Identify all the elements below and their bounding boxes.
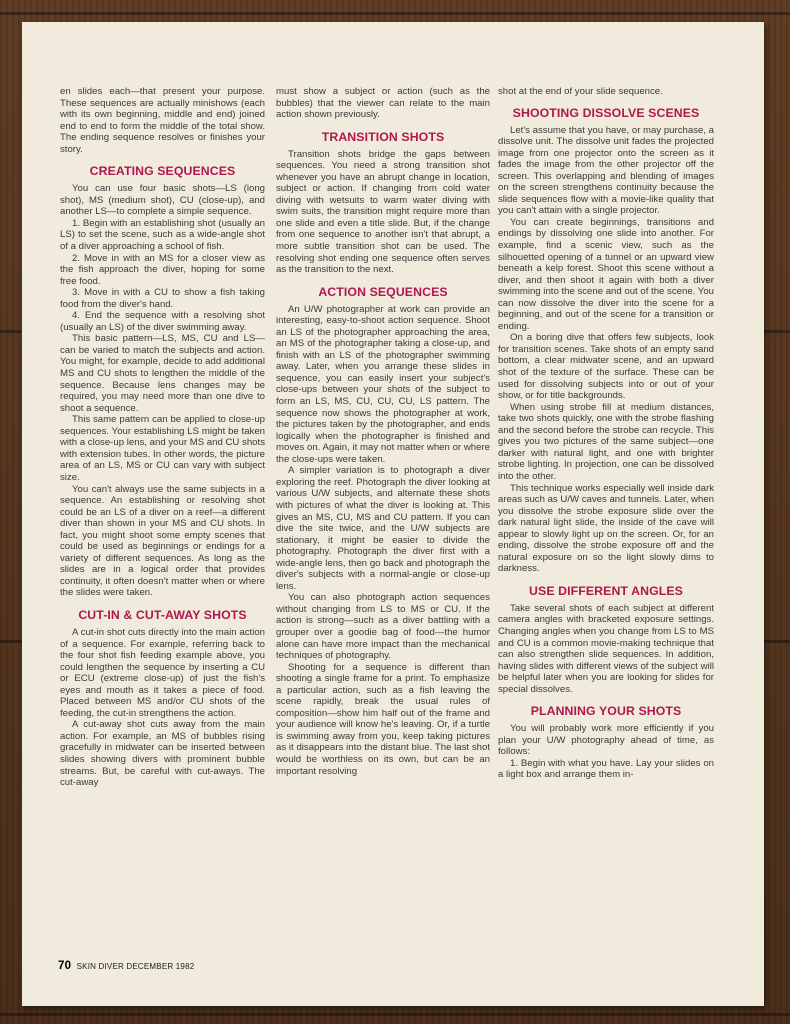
paragraph: Take several shots of each subject at different camera angles with bracketed exposure settings. Changing angles when you change from LS to MS and CU is a common movie-making technique that can also strengthen slide sequences. In addition, having slides with different views of the subject will be helpful later when you are looking for slides for special dissolves. (498, 602, 714, 695)
paragraph: You will probably work more efficiently if you plan your U/W photography ahead of time, as follows: (498, 723, 714, 758)
paragraph: You can also photograph action sequences without changing from LS to MS or CU. If the action is strong—such as a diver battling with a grouper over a goodie bag of food—the humor alone can have more impact than the mechanical techniques of photography. (276, 592, 490, 662)
column-2 (276, 86, 490, 777)
section-heading-cut-in-cut-away: CUT-IN & CUT-AWAY SHOTS (78, 607, 247, 622)
paragraph: 1. Begin with what you have. Lay your slides on a light box and arrange them in- (498, 757, 714, 781)
table-slat (0, 12, 790, 15)
paragraph: must show a subject or action (such as the bubbles) that the viewer can relate to the main action shown previously. (276, 86, 490, 121)
paragraph: Transition shots bridge the gaps between sequences. You need a strong transition shot whenever you have an abrupt change in location, subject or action. If changing from cold water diving with wetsuits to warm water diving with swim suits, the transition might require more than one slide and even a title slide. But, if the change from one sequence to another isn't that abrupt, a more subtle transition shot can be used. The resolving shot ending one sequence often serves as the transition to the next. (276, 148, 490, 276)
page-footer (58, 960, 194, 972)
paragraph: Let's assume that you have, or may purchase, a dissolve unit. The dissolve unit fades the projected image from one projector onto the screen as it fades the image from the other projector off the screen. This overlapping and blending of images on the screen strengthens continuity because the slide sequences flow with a movie-like quality that you can't attain with a single projector. (498, 124, 714, 217)
paragraph: This technique works especially well inside dark areas such as U/W caves and tunnels. Later, when you dissolve the strobe exposure slide over the dark natural light slide, the inside of the cave will appear to slowly light up on the screen. Or, for an ending, dissolve the strobe exposure off and the natural exposure on so the light slowly dims to darkness. (498, 482, 714, 575)
paragraph: 1. Begin with an establishing shot (usually an LS) to set the scene, such as a wide-angle shot of a diver approaching a school of fish. (60, 217, 265, 253)
section-heading-shooting-dissolve-scenes: SHOOTING DISSOLVE SCENES (512, 105, 700, 120)
page-number: 70 (58, 960, 72, 972)
paragraph: 3. Move in with a CU to show a fish taking food from the diver's hand. (60, 287, 265, 310)
paragraph: You can create beginnings, transitions and endings by dissolving one slide into another. For example, find a scenic view, such as the silhouetted opening of a tunnel or an upward view beneath a kelp forest. Shoot this scene without a diver, and then shoot it again with both a diver swimming into the scene and out of the scene. You can now dissolve the diver into the scene for a beginning, and out of the scene for a transition or ending. (498, 216, 714, 332)
paragraph: You can use four basic shots—LS (long shot), MS (medium shot), CU (close-up), and another LS—to complete a simple sequence. (60, 183, 265, 218)
section-heading-transition-shots: TRANSITION SHOTS (321, 129, 445, 144)
paragraph: A simpler variation is to photograph a diver exploring the reef. Photograph the diver looking at various U/W subjects, and alternate these shots with pictures of what the diver is looking at. This gives an MS, CU, MS and CU pattern. If you can dive the site twice, and the U/W subjects are stationary, it might be easier to divide the photography. Photograph the diver first with a wide-angle lens, then go back and photograph the diver's subjects with a normal-angle or close-up lens. (276, 465, 490, 592)
section-heading-action-sequences: ACTION SEQUENCES (318, 284, 448, 299)
paragraph: A cut-away shot cuts away from the main action. For example, an MS of bubbles rising gracefully in midwater can be inserted between slides showing divers with prominent bubble streams. But, be careful with cut-aways. The cut-away (60, 719, 265, 789)
magazine-page (22, 22, 764, 1006)
paragraph: Shooting for a sequence is different than shooting a single frame for a print. To emphasize a particular action, such as a fish leaving the scene rapidly, break the usual rules of composition—show him half out of the frame and your audience will know he's leaving. Or, if a turtle is swimming away from you, keep taking pictures as it disappears into the distant blue. The last shot would be worthless on its own, but can be an important resolving (276, 661, 490, 777)
paragraph: When using strobe fill at medium distances, take two shots quickly, one with the strobe flashing and the second before the strobe can recycle. This gives you two pictures of the same subject—one darker with natural light, and one with brighter strobe lighting. In projection, one can be dissolved into the other. (498, 401, 714, 482)
paragraph: 4. End the sequence with a resolving shot (usually an LS) of the diver swimming away. (60, 310, 265, 333)
paragraph: You can't always use the same subjects in a sequence. An establishing or resolving shot could be an LS of a diver on a reef—a different diver than shown in your MS and CU shots. In fact, you might shoot some empty scenes that could be used as beginnings or endings for a variety of different sequences. As long as the slides are in a logical order that provides continuity, it often doesn't matter when or where the slides were taken. (60, 483, 265, 599)
table-slat (0, 1013, 790, 1016)
paragraph: This same pattern can be applied to close-up sequences. Your establishing LS might be taken with a close-up lens, and your MS and CU shots with extension tubes. In other words, the picture area of an LS, MS or CU can vary with subject size. (60, 414, 265, 483)
paragraph: This basic pattern—LS, MS, CU and LS—can be varied to match the subjects and action. You might, for example, decide to add additional MS and CU shots to lengthen the middle of the sequence. Because lens changes may be required, you may need more than one dive to shoot a sequence. (60, 333, 265, 414)
paragraph: en slides each—that present your purpose. These sequences are actually minishows (each with its own beginning, middle and end) joined end to end to form the middle of the total show. The ending sequence resolves or finishes your story. (60, 86, 265, 155)
paragraph: On a boring dive that offers few subjects, look for transition scenes. Take shots of an empty sand bottom, a clear midwater scene, and an upward shot of the texture of the surface. These can be used for dissolving subjects into or out of your show, or for title backgrounds. (498, 332, 714, 402)
publication-line: SKIN DIVER DECEMBER 1982 (76, 962, 195, 971)
paragraph: shot at the end of your slide sequence. (498, 86, 663, 97)
paragraph: A cut-in shot cuts directly into the main action of a sequence. For example, referring back to the four shot fish feeding example above, you could lengthen the sequence by inserting a CU or ECU (extreme close-up) of just the fish's eyes and mouth as it takes a piece of food. Placed between MS and/or CU shots of the feeding, the cut-in strengthens the action. (60, 626, 265, 719)
column-1 (60, 86, 265, 789)
section-heading-use-different-angles: USE DIFFERENT ANGLES (529, 583, 683, 598)
paragraph: An U/W photographer at work can provide an interesting, easy-to-shoot action sequence. Shoot an LS of the photographer approaching the area, an MS of the photographer taking a close-up, and finish with an LS of the photographer swimming away. Later, when you arrange these slides in sequence, you can easily insert your subject's close-ups between your shots of the subject to form an LS, MS, CU, CU, CU, LS pattern. The sequence now shows the photographer at work, the pictures taken by the photographer, and ends logically when the photographer is finished and moves on. Again, it may not matter when or where the close-ups were taken. (276, 303, 490, 465)
column-3 (498, 86, 714, 781)
section-heading-creating-sequences: CREATING SEQUENCES (89, 164, 236, 179)
section-heading-planning-your-shots: PLANNING YOUR SHOTS (530, 704, 682, 719)
paragraph: 2. Move in with an MS for a closer view as the fish approach the diver, hoping for some free food. (60, 252, 265, 287)
